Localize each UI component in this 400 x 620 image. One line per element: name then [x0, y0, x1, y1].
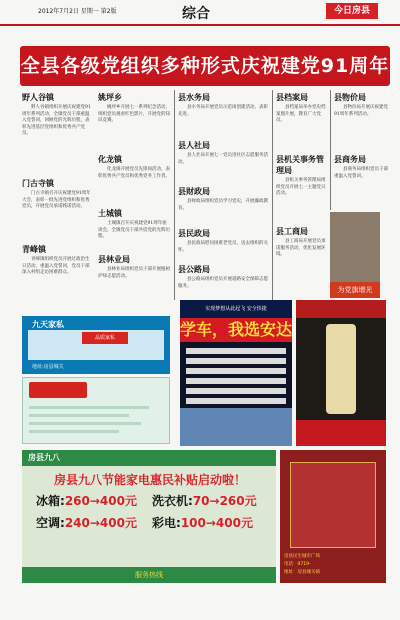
plaza-ad-line: 房县民生城市广场: [284, 554, 320, 559]
text-line: [186, 368, 286, 374]
article-hualong: [98, 154, 170, 206]
text-line: [186, 358, 286, 364]
item-name: 空调:: [36, 516, 65, 530]
article-title: 土城镇: [98, 209, 122, 218]
article-body: 县档案局举办党史档案图片展，教育广大党员。: [276, 105, 326, 124]
text-line: [186, 378, 286, 384]
article-renshe: [178, 140, 268, 184]
article-dangan: [276, 92, 328, 152]
text-line: [186, 398, 286, 404]
paper-logo: 今日房县: [326, 3, 378, 19]
furniture-ad-badge: 品质家私: [82, 332, 128, 344]
plaza-ad-line: 电话：0719-: [284, 562, 311, 567]
article-title: 县财政局: [178, 187, 210, 196]
article-qingfeng: [22, 244, 92, 300]
article-body: 县水务局开展党员示范岗创建活动，表彰先进。: [178, 105, 268, 117]
article-title: 县档案局: [276, 93, 308, 102]
text-line: [29, 406, 149, 409]
liquor-ad: [296, 300, 386, 446]
item-price: 70→260元: [192, 494, 257, 508]
article-title: 县公路局: [178, 265, 210, 274]
furniture-ad-title: 九天家私: [32, 320, 64, 329]
appliance-ad-logo: 房县九八: [28, 453, 60, 462]
article-jiguan: [276, 154, 328, 224]
appliance-ad-header: [22, 450, 276, 466]
article-wujia: [334, 92, 390, 152]
article-body: 野人谷镇组织开展庆祝建党91周年系列活动，全镇党员干部重温入党誓词，回顾党的光辉历程，表彰先进基层党组织和优秀共产党员。: [22, 105, 91, 137]
article-body: 县物价局开展庆祝建党91周年系列活动。: [334, 105, 388, 117]
article-tucheng: [98, 208, 170, 252]
page-header: [0, 0, 400, 26]
item-price: 260→400元: [64, 494, 137, 508]
appliance-ad-headline: 房县九八节能家电惠民补贴启动啦！: [54, 473, 247, 487]
text-line: [29, 414, 129, 417]
column-divider: [272, 90, 273, 300]
plaza-ad: [280, 450, 386, 583]
article-body: 县工商局开展党员承诺服务活动，优化发展环境。: [276, 239, 326, 258]
driving-school-ad: [180, 300, 292, 446]
article-body: 县商务局组织党员干部重温入党誓词。: [334, 167, 388, 179]
plaza-ad-line: 地址：房县城关镇: [284, 570, 320, 575]
article-gongshang: [276, 226, 328, 298]
article-title: 县商务局: [334, 155, 366, 164]
appliance-ad: [22, 450, 276, 583]
liquor-ad-header: [296, 300, 386, 318]
article-title: 化龙镇: [98, 155, 122, 164]
bottle-image: [326, 324, 356, 414]
headline-banner: [20, 46, 390, 86]
article-title: 姚坪乡: [98, 93, 122, 102]
article-body: 县机关事务管理局组织党员开展七一主题党日活动。: [276, 178, 326, 197]
column-divider: [330, 90, 331, 210]
article-caizheng: [178, 186, 268, 226]
article-body: 化龙镇开展党员先锋岗活动，表彰优秀共产党员和优秀党务工作者。: [98, 167, 170, 179]
text-line: [29, 430, 119, 433]
article-title: 青峰镇: [22, 245, 46, 254]
section-title: 综合: [182, 6, 210, 22]
article-body: 县人社局开展七一党员进社区志愿服务活动。: [178, 153, 268, 165]
item-name: 彩电:: [152, 516, 181, 530]
appliance-ad-footer: 服务热线: [22, 567, 276, 583]
price-item: [36, 514, 137, 531]
article-title: 县人社局: [178, 141, 210, 150]
text-line: [29, 422, 141, 425]
article-title: 县工商局: [276, 227, 308, 236]
article-title: 野人谷镇: [22, 93, 54, 102]
item-name: 冰箱:: [36, 494, 65, 508]
article-title: 县物价局: [334, 93, 366, 102]
plaza-ad-image: [290, 462, 376, 548]
headline-text: 全县各级党组织多种形式庆祝建党91周年: [20, 55, 390, 77]
driving-school-slogan: 实现梦想从此起飞 安全快捷: [180, 300, 292, 318]
article-body: 青峰镇组织党员开展过政治生日活动，重温入党誓词，党员干部深入村组走访困难群众。: [22, 257, 90, 276]
article-title: 县机关事务管理局: [276, 155, 324, 175]
article-title: 县水务局: [178, 93, 210, 102]
column-divider: [174, 90, 175, 300]
party-photo: [330, 212, 380, 282]
issue-date: 2012年7月2日 星期一 第2版: [38, 8, 117, 15]
article-title: 县林业局: [98, 255, 130, 264]
article-minzheng: [178, 228, 268, 262]
article-title: 县民政局: [178, 229, 210, 238]
article-yerengu: [22, 92, 92, 176]
article-mengusi: [22, 178, 92, 242]
article-shangwu: [334, 154, 390, 210]
article-body: 门古寺镇召开庆祝建党91周年大会，表彰一批先进党组织和优秀党员，开展党员承诺践诺活动。: [22, 191, 91, 210]
article-body: 县林业局组织党员干部开展植树护绿志愿活动。: [98, 267, 170, 279]
text-line: [186, 388, 286, 394]
item-name: 洗衣机:: [152, 494, 193, 508]
party-sign: 为党旗增光: [330, 282, 380, 298]
price-item: [152, 514, 253, 531]
driving-school-title: 学车，我选安达: [180, 318, 292, 342]
article-body: 县公路局组织党员开展道路安全保障志愿服务。: [178, 277, 268, 289]
driving-school-banner: [180, 408, 292, 446]
item-price: 100→400元: [180, 516, 253, 530]
green-ad-logo: [29, 382, 87, 398]
article-title: 门古寺镇: [22, 179, 54, 188]
furniture-ad-footer: 地址:房县城关: [32, 364, 64, 370]
liquor-ad-footer: [296, 420, 386, 446]
article-shuiwu: [178, 92, 268, 138]
article-gonglu: [178, 264, 268, 298]
text-line: [186, 348, 286, 354]
price-item: [36, 492, 137, 509]
green-ad: [22, 377, 170, 444]
article-linye: [98, 254, 170, 300]
article-yaoping: [98, 92, 170, 152]
price-item: [152, 492, 257, 509]
furniture-ad: [22, 316, 170, 374]
item-price: 240→400元: [64, 516, 137, 530]
article-body: 县财政局组织党员学习党史，开展廉政教育。: [178, 199, 268, 211]
article-body: 县民政局慰问困难老党员，送去组织的关怀。: [178, 241, 268, 253]
article-body: 姚坪乡开展七一系列纪念活动，组织党员观看红色影片，开展党的知识竞赛。: [98, 105, 170, 124]
article-body: 土城镇召开庆祝建党91周年座谈会，全镇党员干部共话党的光辉历程。: [98, 221, 170, 240]
